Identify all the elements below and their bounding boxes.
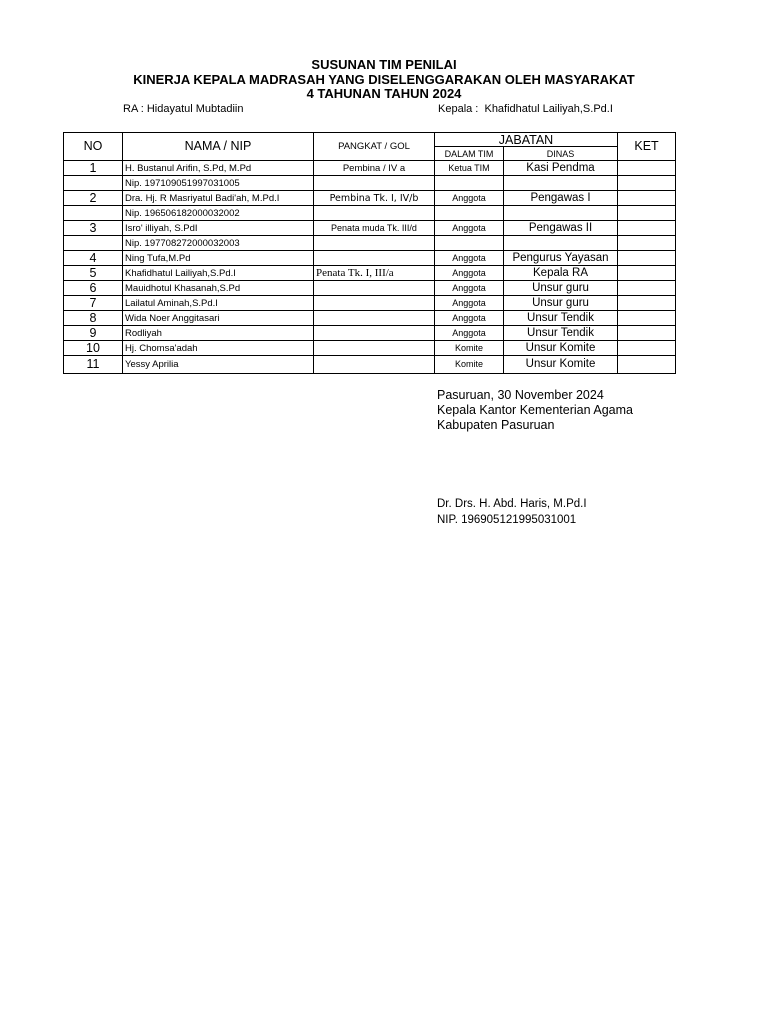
cell-pangkat (314, 281, 435, 296)
cell-pangkat (314, 341, 435, 356)
cell-no: 2 (64, 191, 123, 206)
cell-pangkat: Pembina Tk. I, IV/b (314, 191, 435, 206)
cell-nama: Khafidhatul Lailiyah,S.Pd.I (123, 266, 314, 281)
cell-pangkat (314, 251, 435, 266)
cell-pangkat (314, 311, 435, 326)
cell-dalam-tim: Anggota (435, 311, 504, 326)
ra-label: RA : Hidayatul Mubtadiin (123, 103, 244, 115)
cell-no: 10 (64, 341, 123, 356)
cell-empty (504, 236, 618, 251)
cell-no: 3 (64, 221, 123, 236)
signature-nip: NIP. 196905121995031001 (437, 514, 577, 526)
cell-empty (314, 176, 435, 191)
cell-ket (618, 191, 676, 206)
cell-nama: H. Bustanul Arifin, S.Pd, M.Pd (123, 161, 314, 176)
cell-dalam-tim: Anggota (435, 251, 504, 266)
header-dalam-tim: DALAM TIM (435, 147, 504, 161)
table-row (64, 161, 676, 176)
cell-ket (618, 296, 676, 311)
cell-dinas: Kasi Pendma (504, 161, 618, 176)
cell-dalam-tim: Anggota (435, 191, 504, 206)
cell-nama: Ning Tufa,M.Pd (123, 251, 314, 266)
cell-ket (618, 266, 676, 281)
cell-no: 11 (64, 356, 123, 374)
cell-pangkat: Penata Tk. I, III/a (314, 266, 435, 281)
table-row (64, 251, 676, 266)
cell-no: 4 (64, 251, 123, 266)
cell-ket (618, 161, 676, 176)
cell-pangkat: Penata muda Tk. III/d (314, 221, 435, 236)
header-no: NO (64, 133, 123, 161)
cell-empty (618, 206, 676, 221)
title-line-2: KINERJA KEPALA MADRASAH YANG DISELENGGARAKAN OLEH MASYARAKAT (133, 71, 635, 87)
cell-dalam-tim: Anggota (435, 326, 504, 341)
cell-no: 6 (64, 281, 123, 296)
signature-name: Dr. Drs. H. Abd. Haris, M.Pd.I (437, 498, 587, 510)
cell-dinas: Unsur guru (504, 281, 618, 296)
kepala-label: Kepala : Khafidhatul Lailiyah,S.Pd.I (438, 103, 613, 115)
cell-ket (618, 356, 676, 374)
cell-nama: Mauidhotul Khasanah,S.Pd (123, 281, 314, 296)
table-row-nip (64, 236, 676, 251)
cell-empty (618, 236, 676, 251)
cell-nip: Nip. 196506182000032002 (123, 206, 314, 221)
cell-no-empty (64, 176, 123, 191)
title-line-1: SUSUNAN TIM PENILAI (311, 57, 457, 72)
cell-dinas: Unsur Komite (504, 356, 618, 374)
cell-nama: Hj. Chomsa'adah (123, 341, 314, 356)
cell-dalam-tim: Komite (435, 341, 504, 356)
header-dinas: DINAS (504, 147, 618, 161)
cell-ket (618, 281, 676, 296)
table-row (64, 341, 676, 356)
signature-office-line-1: Kepala Kantor Kementerian Agama (437, 403, 633, 417)
table-row (64, 311, 676, 326)
cell-nama: Rodliyah (123, 326, 314, 341)
cell-no-empty (64, 206, 123, 221)
table-row (64, 281, 676, 296)
signature-office-line-2: Kabupaten Pasuruan (437, 418, 555, 432)
title-line-3: 4 TAHUNAN TAHUN 2024 (306, 86, 462, 101)
cell-ket (618, 326, 676, 341)
table-row (64, 266, 676, 281)
cell-empty (618, 176, 676, 191)
cell-ket (618, 251, 676, 266)
document-title (0, 58, 768, 102)
cell-nip: Nip. 197109051997031005 (123, 176, 314, 191)
cell-no: 8 (64, 311, 123, 326)
cell-nama: Lailatul Aminah,S.Pd.I (123, 296, 314, 311)
cell-dinas: Unsur Tendik (504, 326, 618, 341)
table-row (64, 191, 676, 206)
cell-pangkat: Pembina / IV a (314, 161, 435, 176)
cell-dinas: Kepala RA (504, 266, 618, 281)
cell-empty (504, 206, 618, 221)
cell-nama: Isro' illiyah, S.PdI (123, 221, 314, 236)
table-row-nip (64, 206, 676, 221)
cell-no: 1 (64, 161, 123, 176)
signature-place-date: Pasuruan, 30 November 2024 (437, 388, 604, 402)
team-table (63, 132, 676, 374)
cell-dalam-tim: Ketua TIM (435, 161, 504, 176)
header-pangkat: PANGKAT / GOL (314, 133, 435, 161)
cell-empty (504, 176, 618, 191)
cell-pangkat (314, 326, 435, 341)
cell-empty (435, 176, 504, 191)
cell-dinas: Pengawas II (504, 221, 618, 236)
cell-dinas: Pengawas I (504, 191, 618, 206)
cell-ket (618, 311, 676, 326)
cell-nama: Yessy Aprilia (123, 356, 314, 374)
cell-empty (314, 236, 435, 251)
cell-nama: Dra. Hj. R Masriyatul Badi'ah, M.Pd.I (123, 191, 314, 206)
table-row (64, 356, 676, 374)
cell-pangkat (314, 296, 435, 311)
header-jabatan: JABATAN (435, 133, 618, 147)
cell-empty (435, 236, 504, 251)
cell-no: 9 (64, 326, 123, 341)
cell-nip: Nip. 197708272000032003 (123, 236, 314, 251)
cell-dinas: Unsur Tendik (504, 311, 618, 326)
cell-pangkat (314, 356, 435, 374)
cell-dalam-tim: Komite (435, 356, 504, 374)
table-row (64, 221, 676, 236)
cell-dinas: Pengurus Yayasan (504, 251, 618, 266)
cell-no: 7 (64, 296, 123, 311)
cell-dinas: Unsur guru (504, 296, 618, 311)
cell-dalam-tim: Anggota (435, 281, 504, 296)
cell-ket (618, 341, 676, 356)
cell-dinas: Unsur Komite (504, 341, 618, 356)
cell-no: 5 (64, 266, 123, 281)
cell-dalam-tim: Anggota (435, 266, 504, 281)
table-row (64, 296, 676, 311)
table-row-nip (64, 176, 676, 191)
header-ket: KET (618, 133, 676, 161)
table-header-row (64, 133, 676, 147)
table-row (64, 326, 676, 341)
cell-no-empty (64, 236, 123, 251)
cell-empty (435, 206, 504, 221)
cell-dalam-tim: Anggota (435, 221, 504, 236)
header-nama: NAMA / NIP (123, 133, 314, 161)
cell-dalam-tim: Anggota (435, 296, 504, 311)
cell-empty (314, 206, 435, 221)
cell-ket (618, 221, 676, 236)
cell-nama: Wida Noer Anggitasari (123, 311, 314, 326)
